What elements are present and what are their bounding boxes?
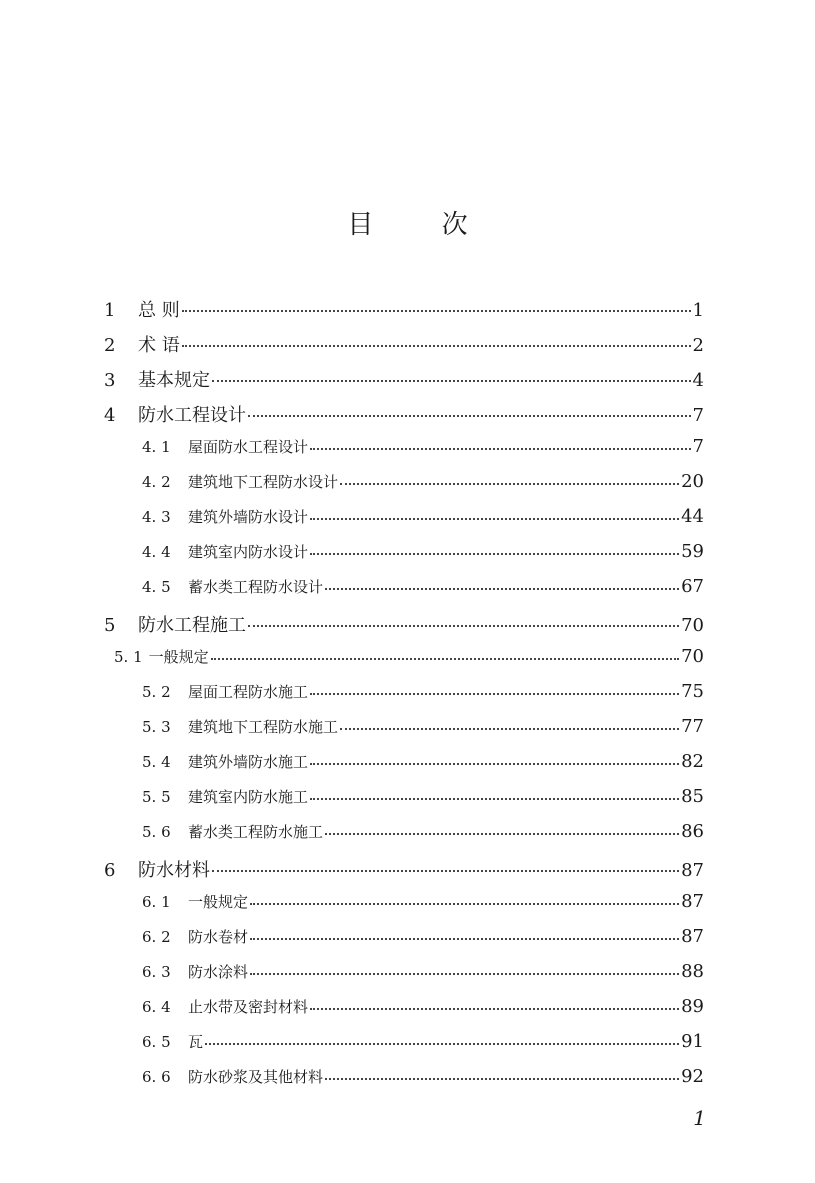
toc-entry[interactable] (142, 681, 704, 705)
toc-entry[interactable] (142, 716, 704, 740)
dot-leader (250, 973, 679, 975)
entry-title: 防水材料 (138, 860, 210, 881)
entry-page: 70 (681, 646, 704, 667)
toc-entry[interactable] (142, 541, 704, 565)
dot-leader (182, 310, 691, 312)
entry-page: 82 (681, 751, 704, 772)
dot-leader (211, 658, 679, 660)
dot-leader (212, 380, 691, 382)
page-title: 目 次 (347, 210, 498, 240)
dot-leader (325, 1078, 679, 1080)
entry-number: 5. 1 (114, 648, 143, 666)
entry-title: 建筑外墙防水施工 (188, 753, 309, 771)
entry-title: 术 语 (138, 335, 180, 356)
entry-title: 基本规定 (138, 370, 210, 391)
entry-title: 蓄水类工程防水设计 (188, 578, 324, 596)
entry-page: 75 (681, 681, 704, 702)
toc-entry[interactable] (142, 506, 704, 530)
entry-number: 4. 5 (142, 578, 171, 596)
entry-number: 6. 5 (142, 1033, 171, 1051)
dot-leader (325, 588, 679, 590)
entry-title: 止水带及密封材料 (188, 998, 309, 1016)
entry-number: 4 (104, 405, 116, 426)
entry-page: 87 (681, 926, 704, 947)
dot-leader (310, 693, 679, 695)
dot-leader (310, 553, 679, 555)
entry-page: 59 (681, 541, 704, 562)
entry-page: 7 (692, 405, 704, 426)
entry-page: 2 (692, 335, 704, 356)
entry-title: 防水工程设计 (138, 405, 246, 426)
entry-number: 5. 3 (142, 718, 171, 736)
dot-leader (340, 483, 679, 485)
toc-entry[interactable] (114, 646, 704, 670)
entry-page: 89 (681, 996, 704, 1017)
entry-title: 蓄水类工程防水施工 (188, 823, 324, 841)
entry-title: 防水工程施工 (138, 615, 246, 636)
dot-leader (205, 1043, 679, 1045)
entry-number: 6. 6 (142, 1068, 171, 1086)
entry-page: 70 (681, 615, 704, 636)
entry-number: 5 (104, 615, 116, 636)
entry-title: 建筑地下工程防水施工 (188, 718, 339, 736)
entry-number: 6 (104, 860, 116, 881)
entry-page: 91 (681, 1031, 704, 1052)
dot-leader (340, 728, 679, 730)
entry-page: 88 (681, 961, 704, 982)
toc-entry[interactable] (142, 891, 704, 915)
entry-page: 20 (681, 471, 704, 492)
entry-page: 44 (681, 506, 704, 527)
entry-number: 6. 1 (142, 893, 171, 911)
dot-leader (310, 518, 679, 520)
entry-title: 一般规定 (148, 648, 209, 666)
entry-title: 防水卷材 (188, 928, 249, 946)
entry-page: 86 (681, 821, 704, 842)
dot-leader (250, 903, 679, 905)
entry-title: 瓦 (188, 1033, 204, 1051)
dot-leader (212, 870, 679, 872)
toc-entry[interactable] (142, 926, 704, 950)
toc-entry[interactable] (104, 296, 704, 322)
entry-page: 87 (681, 891, 704, 912)
toc-entry[interactable] (142, 436, 704, 460)
entry-number: 4. 3 (142, 508, 171, 526)
entry-title: 建筑外墙防水设计 (188, 508, 309, 526)
entry-title: 屋面防水工程设计 (188, 438, 309, 456)
toc-entry[interactable] (142, 576, 704, 600)
toc-entry[interactable] (142, 471, 704, 495)
toc-entry[interactable] (142, 786, 704, 810)
dot-leader (250, 938, 679, 940)
toc-entry[interactable] (104, 331, 704, 357)
toc-entry[interactable] (104, 366, 704, 392)
entry-page: 4 (692, 370, 704, 391)
toc-entry[interactable] (142, 961, 704, 985)
entry-number: 6. 2 (142, 928, 171, 946)
entry-number: 1 (104, 300, 116, 321)
entry-number: 5. 5 (142, 788, 171, 806)
toc-entry[interactable] (104, 611, 704, 637)
entry-title: 总 则 (138, 300, 180, 321)
toc-entry[interactable] (142, 1031, 704, 1055)
entry-number: 5. 2 (142, 683, 171, 701)
entry-title: 建筑地下工程防水设计 (188, 473, 339, 491)
dot-leader (182, 345, 691, 347)
entry-number: 5. 4 (142, 753, 171, 771)
dot-leader (310, 1008, 679, 1010)
entry-page: 67 (681, 576, 704, 597)
dot-leader (310, 763, 679, 765)
dot-leader (310, 448, 691, 450)
entry-number: 6. 3 (142, 963, 171, 981)
entry-page: 77 (681, 716, 704, 737)
entry-number: 6. 4 (142, 998, 171, 1016)
entry-title: 建筑室内防水施工 (188, 788, 309, 806)
dot-leader (325, 833, 679, 835)
entry-page: 92 (681, 1066, 704, 1087)
entry-number: 4. 1 (142, 438, 171, 456)
entry-title: 一般规定 (188, 893, 249, 911)
entry-title: 防水砂浆及其他材料 (188, 1068, 324, 1086)
entry-number: 5. 6 (142, 823, 171, 841)
toc-entry[interactable] (142, 1066, 704, 1090)
toc-entry[interactable] (142, 821, 704, 845)
toc-entry[interactable] (104, 401, 704, 427)
dot-leader (248, 415, 691, 417)
entry-number: 4. 4 (142, 543, 171, 561)
dot-leader (310, 798, 679, 800)
entry-page: 85 (681, 786, 704, 807)
page-number: 1 (693, 1106, 706, 1130)
entry-number: 2 (104, 335, 116, 356)
entry-title: 防水涂料 (188, 963, 249, 981)
toc-entry[interactable] (142, 996, 704, 1020)
entry-number: 4. 2 (142, 473, 171, 491)
entry-page: 7 (692, 436, 704, 457)
toc-entry[interactable] (104, 856, 704, 882)
toc-entry[interactable] (142, 751, 704, 775)
dot-leader (248, 625, 679, 627)
entry-page: 87 (681, 860, 704, 881)
entry-title: 建筑室内防水设计 (188, 543, 309, 561)
entry-number: 3 (104, 370, 116, 391)
entry-page: 1 (692, 300, 704, 321)
entry-title: 屋面工程防水施工 (188, 683, 309, 701)
